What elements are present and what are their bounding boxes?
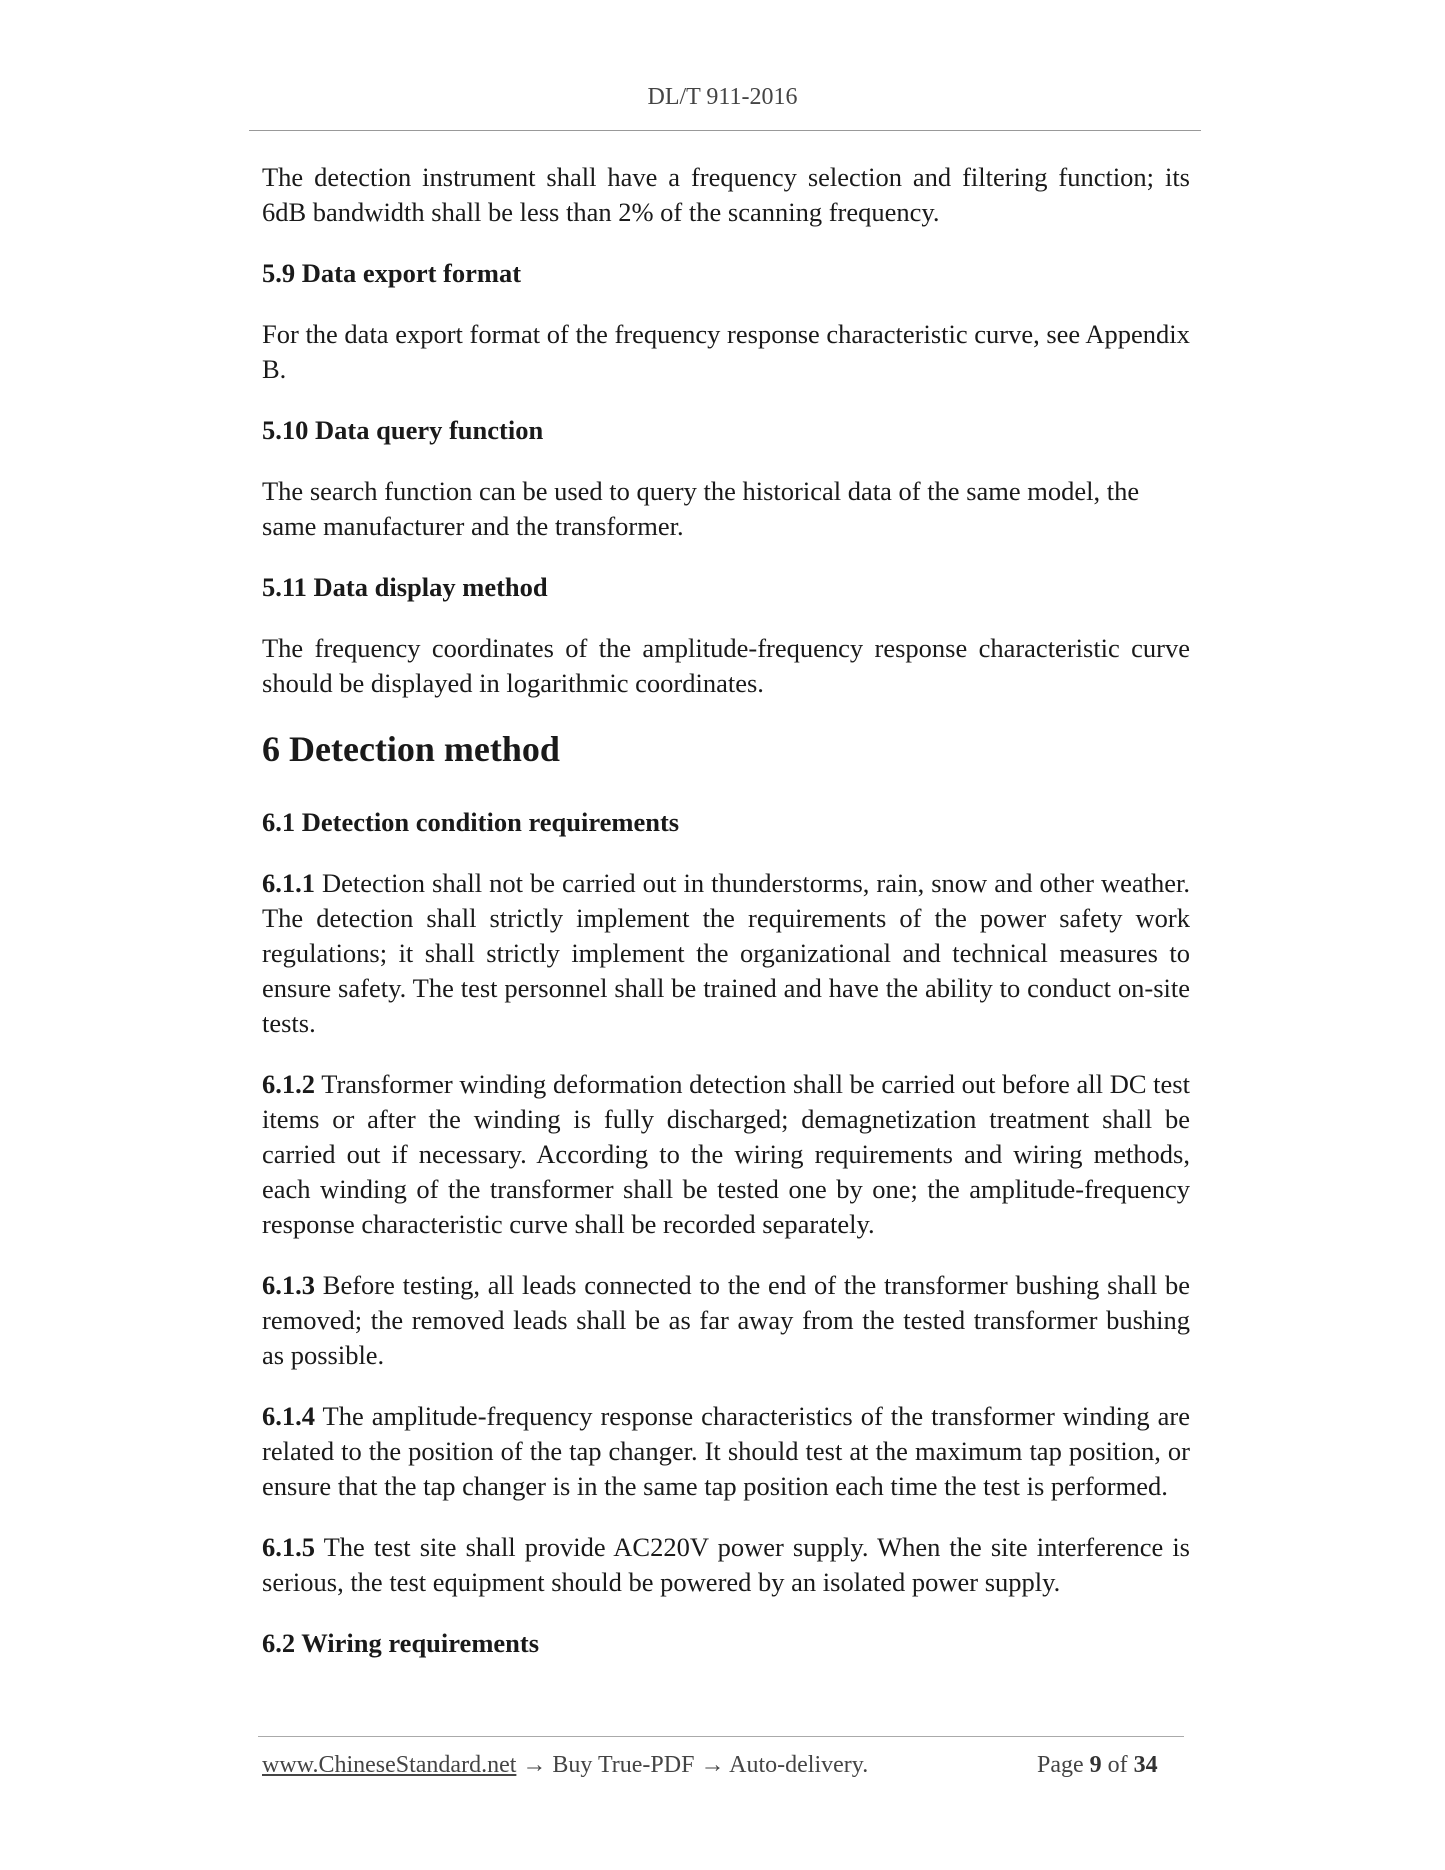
heading-6-1: 6.1 Detection condition requirements (262, 807, 680, 837)
clause-text: The test site shall provide AC220V power supply. When the site interference is serious, the test equipment should be powered by an isolated power supply. (262, 1532, 1190, 1597)
page-label: Page (1037, 1752, 1084, 1778)
paragraph-5-11: The frequency coordinates of the amplitude-frequency response characteristic curve should be displayed in logarithmic coordinates. (262, 633, 1190, 698)
footer-promo (262, 1752, 868, 1779)
heading-6-2: 6.2 Wiring requirements (262, 1628, 540, 1658)
clause-number: 6.1.5 (262, 1532, 315, 1562)
buy-pdf-text: Buy True-PDF (552, 1752, 695, 1778)
paragraph-5-9: For the data export format of the frequency response characteristic curve, see Appendix B. (262, 319, 1190, 384)
clause-number: 6.1.1 (262, 868, 315, 898)
delivery-text: Auto-delivery. (729, 1752, 869, 1778)
page-header: DL/T 911-2016 (647, 84, 798, 110)
clause-number: 6.1.3 (262, 1270, 315, 1300)
page-number: 9 (1089, 1752, 1102, 1778)
clause-6-1-2 (262, 1067, 1190, 1242)
heading-5-9: 5.9 Data export format (262, 258, 522, 288)
clause-number: 6.1.4 (262, 1401, 315, 1431)
chapter-6-title: 6 Detection method (262, 729, 560, 769)
clause-text: Transformer winding deformation detection shall be carried out before all DC test items or after the winding is fully discharged; demagnetization treatment shall be carried out if necessary. According to the wiring requirements and wiring methods, each winding of the transformer shall be tested one by one; the amplitude-frequency response characteristic curve shall be recorded separately. (262, 1069, 1190, 1239)
clause-6-1-3 (262, 1268, 1190, 1373)
header-divider (249, 130, 1201, 131)
clause-6-1-4 (262, 1399, 1190, 1504)
page-indicator (1037, 1752, 1158, 1779)
paragraph-filter-function: The detection instrument shall have a frequency selection and filtering function; its 6dB bandwidth shall be less than 2% of the scanning frequency. (262, 162, 1190, 227)
clause-text: The amplitude-frequency response characteristics of the transformer winding are related to the position of the tap changer. It should test at the maximum tap position, or ensure that the tap changer is in the same tap position each time the test is performed. (262, 1401, 1190, 1501)
paragraph-5-10: The search function can be used to query the historical data of the same model, the same manufacturer and the transformer. (262, 476, 1140, 541)
heading-5-11: 5.11 Data display method (262, 572, 548, 602)
website-link[interactable]: www.ChineseStandard.net (262, 1752, 517, 1778)
footer-divider (258, 1736, 1184, 1737)
of-label: of (1107, 1752, 1128, 1778)
arrow-icon: → (516, 1752, 553, 1778)
heading-5-10: 5.10 Data query function (262, 415, 544, 445)
clause-6-1-1 (262, 866, 1190, 1041)
arrow-icon: → (694, 1752, 730, 1778)
clause-text: Before testing, all leads connected to the end of the transformer bushing shall be removed; the removed leads shall be as far away from the tested transformer bushing as possible. (262, 1270, 1190, 1370)
clause-number: 6.1.2 (262, 1069, 315, 1099)
clause-6-1-5 (262, 1530, 1190, 1600)
page-total: 34 (1133, 1752, 1158, 1778)
document-body (262, 160, 1190, 1687)
clause-text: Detection shall not be carried out in thunderstorms, rain, snow and other weather. The detection shall strictly implement the requirements of the power safety work regulations; it shall strictly implement the organizational and technical measures to ensure safety. The test personnel shall be trained and have the ability to conduct on-site tests. (262, 868, 1190, 1038)
